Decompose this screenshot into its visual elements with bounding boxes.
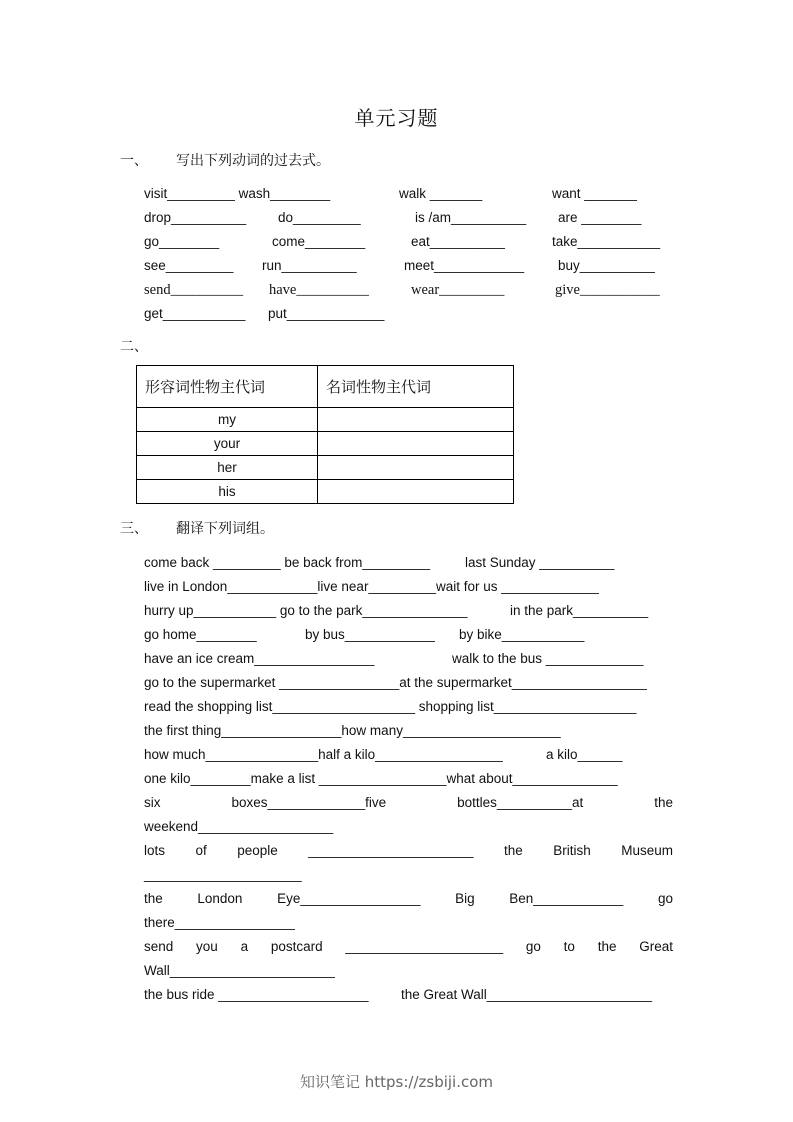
phrase-word: the xyxy=(144,891,163,906)
phrase-word: go xyxy=(525,939,541,954)
verb-item: want _______ xyxy=(552,186,637,201)
verb-item: see_________ xyxy=(144,258,234,273)
table-row xyxy=(137,456,514,480)
verb-item: give___________ xyxy=(555,282,660,298)
table-row xyxy=(137,432,514,456)
verb-item: drop__________ xyxy=(144,210,247,225)
table-row xyxy=(137,480,514,504)
verb-item: buy__________ xyxy=(558,258,655,273)
section-instruction: 写出下列动词的过去式。 xyxy=(176,153,330,169)
table-cell: my xyxy=(137,408,318,432)
section-number: 一、 xyxy=(120,153,148,169)
phrase-word: Eye________________ xyxy=(277,891,421,906)
phrase-item: by bus____________ xyxy=(305,627,435,642)
verb-item: meet____________ xyxy=(404,258,525,273)
phrase-item: in the park__________ xyxy=(510,603,649,618)
answer-cell xyxy=(318,432,514,456)
phrase-item: weekend__________________ xyxy=(144,819,334,834)
phrase-item: Wall______________________ xyxy=(144,963,335,978)
phrase-word: a xyxy=(240,939,249,954)
phrase-item: how much_______________half a kilo_________________ xyxy=(144,747,503,762)
phrase-word: Great xyxy=(639,939,673,954)
phrase-item: read the shopping list___________________ shopping list___________________ xyxy=(144,699,637,714)
phrase-item: have an ice cream________________ xyxy=(144,651,375,666)
section-number: 三、 xyxy=(120,521,148,537)
answer-cell xyxy=(318,480,514,504)
verb-item: eat__________ xyxy=(411,234,505,249)
pronoun-table xyxy=(136,365,514,504)
verb-item: get___________ xyxy=(144,306,246,321)
table-cell: his xyxy=(137,480,318,504)
phrase-word: to xyxy=(563,939,575,954)
phrase-item: _____________________ xyxy=(144,867,302,882)
phrase-word: the xyxy=(503,843,523,858)
verb-item: walk _______ xyxy=(399,186,483,201)
answer-cell xyxy=(318,408,514,432)
phrase-word: send xyxy=(144,939,174,954)
verb-item: send__________ xyxy=(144,282,244,298)
phrase-word: postcard xyxy=(270,939,323,954)
table-header: 名词性物主代词 xyxy=(318,366,514,408)
phrase-word: the xyxy=(654,795,673,810)
phrase-item: hurry up___________ go to the park______________ xyxy=(144,603,468,618)
page-title: 单元习题 xyxy=(354,106,439,130)
verb-item: are ________ xyxy=(558,210,642,225)
verb-item: go________ xyxy=(144,234,220,249)
phrase-item: walk to the bus _____________ xyxy=(452,651,644,666)
phrase-item: go to the supermarket ________________at the supermarket__________________ xyxy=(144,675,647,690)
phrase-item: the first thing________________how many_____________________ xyxy=(144,723,561,738)
verb-item: wear_________ xyxy=(411,282,505,298)
phrase-word: _____________________ xyxy=(345,939,504,954)
phrase-line-justified xyxy=(144,843,673,858)
phrase-item: by bike___________ xyxy=(459,627,585,642)
phrase-item: live in London____________live near_________wait for us _____________ xyxy=(144,579,599,594)
phrase-word: Ben____________ xyxy=(509,891,624,906)
phrase-line-justified xyxy=(144,939,673,954)
verb-item: take___________ xyxy=(552,234,661,249)
verb-item: do_________ xyxy=(278,210,361,225)
table-cell: your xyxy=(137,432,318,456)
phrase-item: one kilo________make a list _________________what about______________ xyxy=(144,771,618,786)
section-2-heading xyxy=(120,336,148,356)
footer-watermark: 知识笔记 https://zsbiji.com xyxy=(299,1073,494,1091)
section-3-heading xyxy=(120,518,274,538)
phrase-word: six xyxy=(144,795,161,810)
phrase-item: the bus ride ____________________ xyxy=(144,987,369,1002)
phrase-word: ______________________ xyxy=(308,843,474,858)
section-number: 二、 xyxy=(120,339,148,355)
phrase-word: British xyxy=(553,843,591,858)
phrase-word: the xyxy=(597,939,617,954)
table-cell: her xyxy=(137,456,318,480)
verb-item: is /am__________ xyxy=(415,210,527,225)
phrase-item: last Sunday __________ xyxy=(465,555,615,570)
phrase-item: go home________ xyxy=(144,627,257,642)
phrase-word: bottles__________at xyxy=(457,795,584,810)
phrase-line-justified xyxy=(144,795,673,810)
phrase-item: a kilo______ xyxy=(546,747,623,762)
section-1-heading xyxy=(120,150,330,170)
phrase-word: lots xyxy=(144,843,166,858)
phrase-word: Museum xyxy=(621,843,673,858)
phrase-item: there________________ xyxy=(144,915,295,930)
phrase-word: you xyxy=(196,939,218,954)
answer-cell xyxy=(318,456,514,480)
verb-item: have__________ xyxy=(269,282,369,298)
table-row xyxy=(137,408,514,432)
section-instruction: 翻译下列词组。 xyxy=(176,521,274,537)
phrase-word: people xyxy=(237,843,278,858)
phrase-word: of xyxy=(195,843,207,858)
phrase-item: the Great Wall______________________ xyxy=(401,987,652,1002)
phrase-word: boxes_____________five xyxy=(231,795,387,810)
verb-item: run__________ xyxy=(262,258,357,273)
phrase-word: London xyxy=(197,891,243,906)
verb-item: visit_________ wash________ xyxy=(144,186,331,201)
phrase-line-justified xyxy=(144,891,673,906)
table-header: 形容词性物主代词 xyxy=(137,366,318,408)
verb-item: put_____________ xyxy=(268,306,385,321)
phrase-word: go xyxy=(657,891,673,906)
phrase-item: come back _________ be back from_________ xyxy=(144,555,430,570)
phrase-word: Big xyxy=(455,891,475,906)
verb-item: come________ xyxy=(272,234,366,249)
